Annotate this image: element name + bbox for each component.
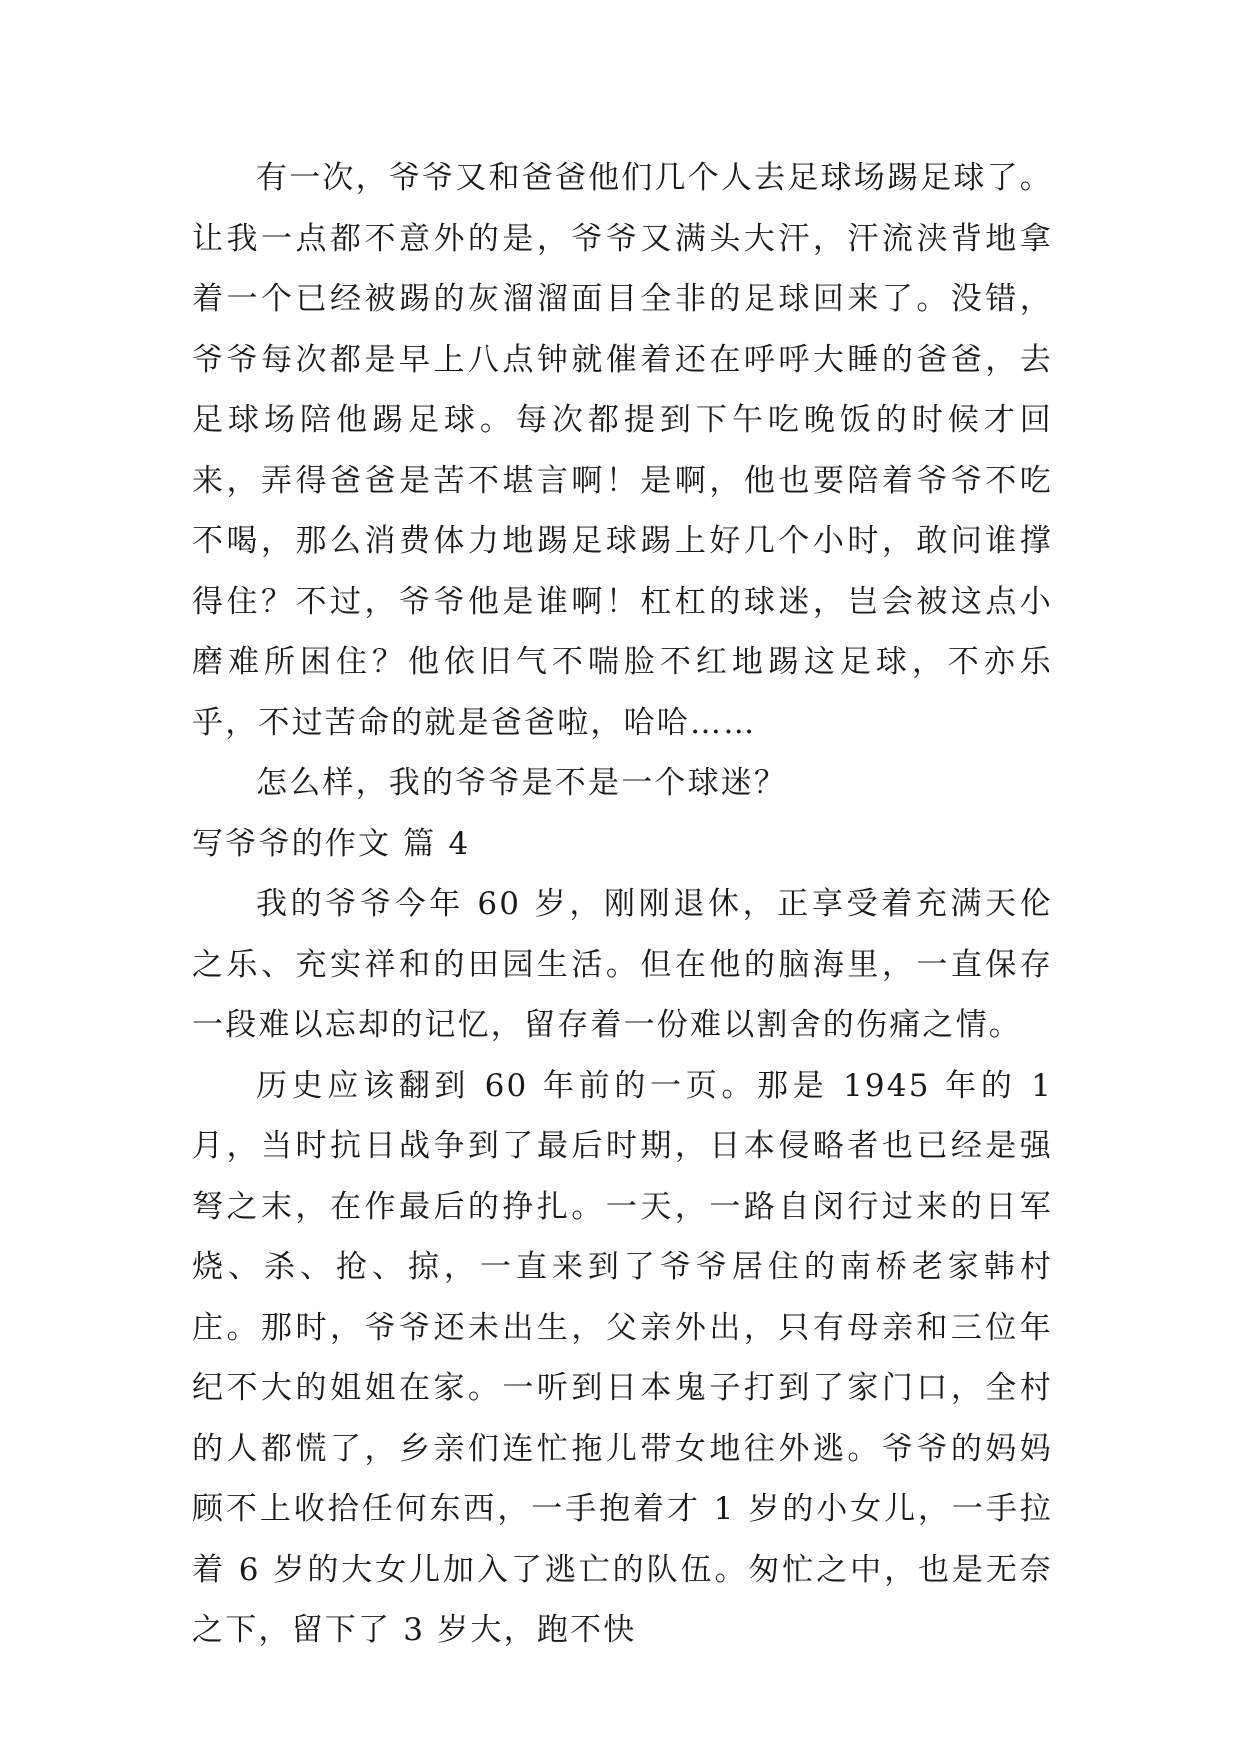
section-heading: 写爷爷的作文 篇 4	[192, 825, 471, 862]
document-page	[192, 148, 1053, 1661]
paragraph-football-story: 有一次，爷爷又和爸爸他们几个人去足球场踢足球了。让我一点都不意外的是，爷爷又满头大汗，汗流浃背地拿着一个已经被踢的灰溜溜面目全非的足球回来了。没错，爷爷每次都是早上八点钟就催着还在呼呼大睡的爸爸，去足球场陪他踢足球。每次都提到下午吃晚饭的时候才回来，弄得爸爸是苦不堪言啊！是啊，他也要陪着爷爷不吃不喝，那么消费体力地踢足球踢上好几个小时，敢问谁撑得住？不过，爷爷他是谁啊！杠杠的球迷，岂会被这点小磨难所困住？他依旧气不喘脸不红地踢这足球，不亦乐乎，不过苦命的就是爸爸啦，哈哈……	[192, 160, 1053, 741]
paragraph-question: 怎么样，我的爷爷是不是一个球迷？	[256, 765, 788, 801]
paragraph-history: 历史应该翻到 60 年前的一页。那是 1945 年的 1 月，当时抗日战争到了最后时期，日本侵略者也已经是强弩之末，在作最后的挣扎。一天，一路自闵行过来的日军烧、杀、抢、掠，一直来到了爷爷居住的南桥老家韩村庄。那时，爷爷还未出生，父亲外出，只有母亲和三位年纪不大的姐姐在家。一听到日本鬼子打到了家门口，全村的人都慌了，乡亲们连忙拖儿带女地往外逃。爷爷的妈妈顾不上收拾任何东西，一手抱着才 1 岁的小女儿，一手拉着 6 岁的大女儿加入了逃亡的队伍。匆忙之中，也是无奈之下，留下了 3 岁大，跑不快	[192, 1067, 1053, 1648]
paragraph-grandpa-intro: 我的爷爷今年 60 岁，刚刚退休，正享受着充满天伦之乐、充实祥和的田园生活。但在他的脑海里，一直保存一段难以忘却的记忆，留存着一份难以割舍的伤痛之情。	[192, 886, 1053, 1043]
